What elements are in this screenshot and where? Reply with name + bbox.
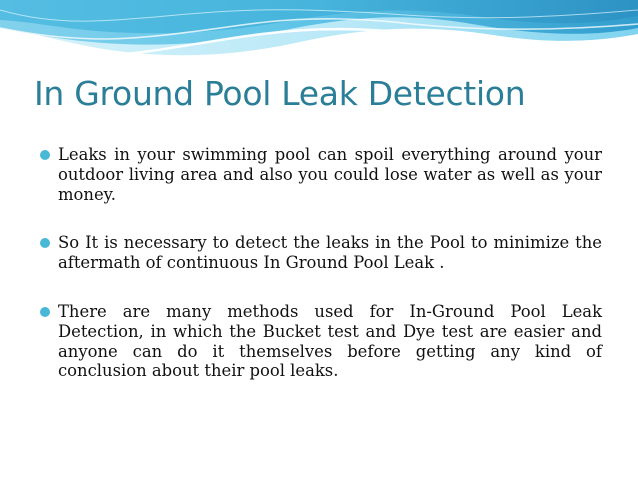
bullet-text: So It is necessary to detect the leaks in the Pool to minimize the aftermath of continuous In Ground Pool Leak .	[58, 233, 602, 273]
bullet-dot-icon	[40, 150, 50, 160]
bullet-item-leaks-impact	[40, 145, 602, 204]
header-wave-decoration	[0, 0, 638, 78]
page-title: In Ground Pool Leak Detection	[34, 74, 526, 113]
bullet-list	[40, 145, 602, 381]
bullet-dot-icon	[40, 307, 50, 317]
bullet-text: Leaks in your swimming pool can spoil everything around your outdoor living area and also you could lose water as well as your money.	[58, 145, 602, 204]
bullet-dot-icon	[40, 238, 50, 248]
bullet-item-detection-need	[40, 233, 602, 273]
bullet-text: There are many methods used for In-Ground Pool Leak Detection, in which the Bucket test and Dye test are easier and anyone can do it themselves before getting any kind of conclusion about their pool leaks.	[58, 301, 602, 381]
bullet-item-detection-methods	[40, 302, 602, 381]
